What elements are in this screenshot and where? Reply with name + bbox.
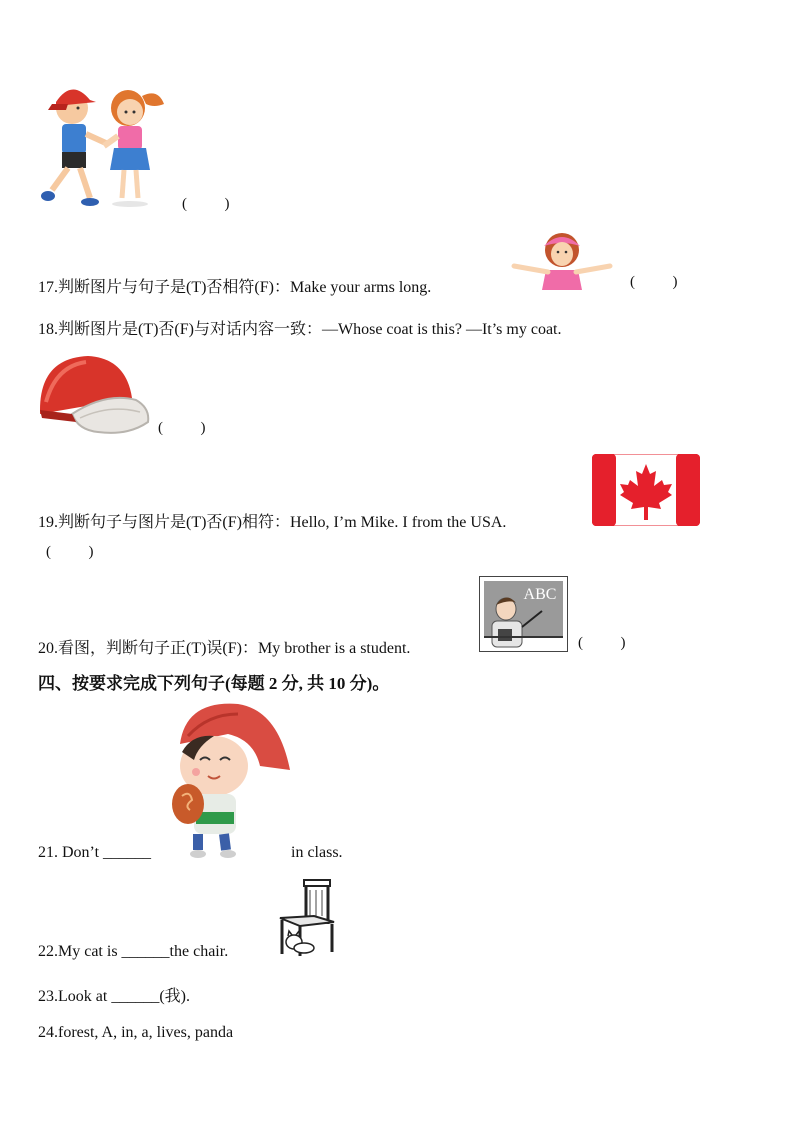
canada-flag-icon <box>592 454 700 526</box>
question-23-text: 23.Look at ______(我). <box>38 988 190 1005</box>
question-24-text: 24.forest, A, in, a, lives, panda <box>38 1024 234 1041</box>
answer-blank-20: ( ) <box>578 635 626 651</box>
boy-with-cap-picture <box>168 700 294 860</box>
kids-picture <box>38 78 174 214</box>
answer-blank-17: ( ) <box>630 274 678 290</box>
question-17-text: 17.判断图片与句子是(T)否相符(F)：Make your arms long. <box>38 279 432 296</box>
answer-blank-18: ( ) <box>158 420 206 436</box>
chair-with-cat-picture <box>278 876 336 958</box>
red-cap-picture <box>36 352 152 438</box>
question-21-text-after: in class. <box>291 844 343 861</box>
question-21-text: 21. Don’t ______ <box>38 844 152 861</box>
board-text: ABC <box>523 586 557 603</box>
question-19-text: 19.判断句子与图片是(T)否(F)相符：Hello, I’m Mike. I from the USA. <box>38 514 507 531</box>
question-20-text: 20.看图，判断句子正(T)误(F)：My brother is a student. <box>38 640 411 657</box>
girl-arms-open-picture <box>506 230 616 294</box>
section-4-heading: 四、按要求完成下列句子(每题 2 分, 共 10 分)。 <box>38 674 390 693</box>
question-18-text: 18.判断图片是(T)否(F)与对话内容一致：—Whose coat is this? —It’s my coat. <box>38 321 562 338</box>
question-22-text: 22.My cat is ______the chair. <box>38 943 229 960</box>
answer-blank-16: ( ) <box>182 196 230 212</box>
teacher-blackboard-picture <box>479 576 568 652</box>
answer-blank-19: ( ) <box>46 544 94 560</box>
